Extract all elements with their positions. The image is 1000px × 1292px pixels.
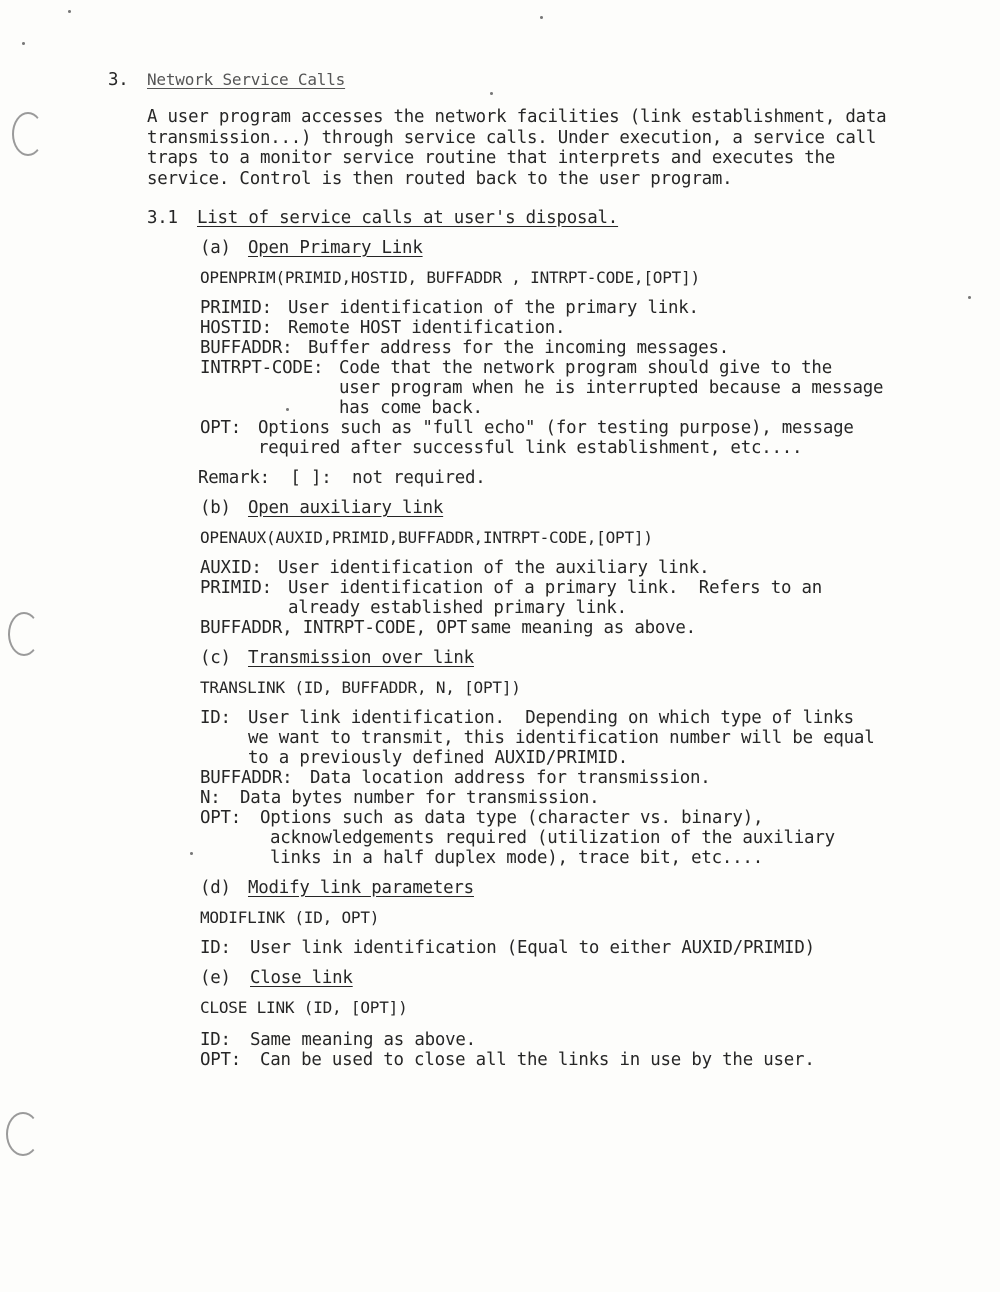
call-signature: TRANSLINK (ID, BUFFADDR, N, [OPT]) xyxy=(200,678,521,697)
param-name: PRIMID: xyxy=(200,298,272,318)
param-desc: Buffer address for the incoming messages. xyxy=(308,338,730,358)
punch-hole-bottom xyxy=(6,1112,40,1156)
param-desc: User identification of a primary link. Refers to an xyxy=(288,578,823,598)
param-desc: Code that the network program should give to the xyxy=(339,358,832,378)
call-title: Close link xyxy=(250,968,353,988)
call-label: (e) xyxy=(200,968,231,988)
param-desc: Same meaning as above. xyxy=(250,1030,476,1050)
param-desc-cont: already established primary link. xyxy=(288,598,627,618)
speck xyxy=(22,42,25,45)
call-title: Transmission over link xyxy=(248,648,474,668)
param-desc-cont: acknowledgements required (utilization of the auxiliary xyxy=(270,828,835,848)
speck xyxy=(490,92,493,95)
param-name: N: xyxy=(200,788,221,808)
param-name: PRIMID: xyxy=(200,578,272,598)
param-desc: Options such as "full echo" (for testing purpose), message xyxy=(258,418,854,438)
section-intro: A user program accesses the network facilities (link establishment, data transmission...) through service calls. Under execution, a service call traps to a monitor service routine that interprets and executes the service. Control is then routed back to the user program. xyxy=(147,107,887,189)
param-desc: Data bytes number for transmission. xyxy=(240,788,600,808)
param-name: HOSTID: xyxy=(200,318,272,338)
param-name: BUFFADDR: xyxy=(200,768,293,788)
param-name: ID: xyxy=(200,708,231,728)
param-desc-cont: to a previously defined AUXID/PRIMID. xyxy=(248,748,628,768)
call-label: (b) xyxy=(200,498,231,518)
param-name: BUFFADDR, INTRPT-CODE, OPT xyxy=(200,618,468,638)
param-desc-cont: user program when he is interrupted because a message xyxy=(339,378,884,398)
param-desc: User identification of the primary link. xyxy=(288,298,699,318)
param-desc: User link identification. Depending on which type of links xyxy=(248,708,854,728)
call-signature: OPENAUX(AUXID,PRIMID,BUFFADDR,INTRPT-CODE,[OPT]) xyxy=(200,528,653,547)
call-title: Open auxiliary link xyxy=(248,498,444,518)
call-title: Open Primary Link xyxy=(248,238,423,258)
punch-hole-middle xyxy=(8,612,40,656)
call-label: (a) xyxy=(200,238,231,258)
remark: Remark: [ ]: not required. xyxy=(198,468,486,488)
param-desc-cont: has come back. xyxy=(339,398,483,418)
param-name: OPT: xyxy=(200,418,242,438)
speck xyxy=(190,852,193,855)
subsection-number: 3.1 xyxy=(147,208,178,228)
param-name: ID: xyxy=(200,938,231,958)
section-title: Network Service Calls xyxy=(147,70,346,89)
speck xyxy=(286,408,289,411)
call-label: (d) xyxy=(200,878,231,898)
param-desc-cont: links in a half duplex mode), trace bit, etc.... xyxy=(270,848,763,868)
param-desc: User link identification (Equal to either AUXID/PRIMID) xyxy=(250,938,815,958)
param-name: ID: xyxy=(200,1030,231,1050)
param-name: BUFFADDR: xyxy=(200,338,293,358)
speck xyxy=(968,296,971,299)
param-name: OPT: xyxy=(200,1050,242,1070)
speck xyxy=(540,16,543,19)
call-signature: CLOSE LINK (ID, [OPT]) xyxy=(200,998,408,1017)
param-desc-cont: we want to transmit, this identification number will be equal xyxy=(248,728,875,748)
section-number: 3. xyxy=(108,70,129,90)
param-desc-cont: required after successful link establishment, etc.... xyxy=(258,438,803,458)
subsection-title: List of service calls at user's disposal. xyxy=(197,208,619,228)
param-desc: Options such as data type (character vs. binary), xyxy=(260,808,764,828)
param-name: AUXID: xyxy=(200,558,262,578)
punch-hole-top xyxy=(12,112,44,156)
param-desc: Can be used to close all the links in use by the user. xyxy=(260,1050,815,1070)
param-desc: Remote HOST identification. xyxy=(288,318,566,338)
call-signature: MODIFLINK (ID, OPT) xyxy=(200,908,380,927)
param-desc: User identification of the auxiliary link. xyxy=(278,558,710,578)
param-desc: same meaning as above. xyxy=(470,618,696,638)
speck xyxy=(68,10,71,13)
call-label: (c) xyxy=(200,648,231,668)
param-desc: Data location address for transmission. xyxy=(310,768,711,788)
param-name: OPT: xyxy=(200,808,242,828)
call-signature: OPENPRIM(PRIMID,HOSTID, BUFFADDR , INTRPT-CODE,[OPT]) xyxy=(200,268,700,287)
param-name: INTRPT-CODE: xyxy=(200,358,324,378)
call-title: Modify link parameters xyxy=(248,878,474,898)
